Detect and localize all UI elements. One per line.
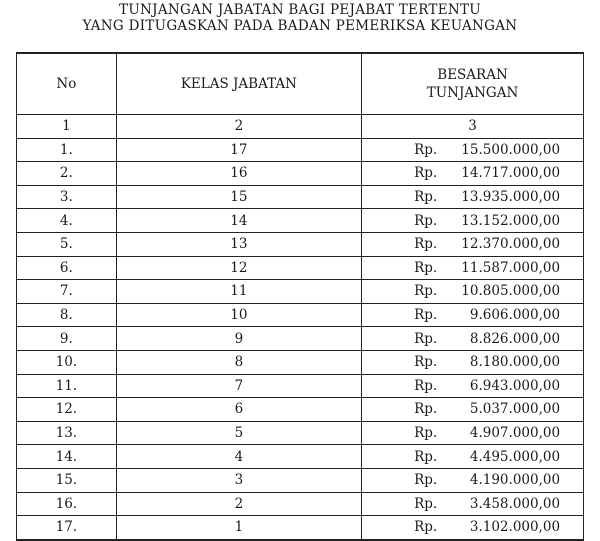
cell-besaran-tunjangan	[362, 398, 584, 422]
cell-no: 2.	[17, 162, 117, 186]
cell-kelas-jabatan: 12	[116, 256, 361, 280]
table-row	[17, 138, 584, 162]
amount: 5.037.000,00	[469, 401, 561, 418]
money-value	[414, 352, 560, 372]
cell-no: 16.	[17, 492, 117, 516]
cell-besaran-tunjangan	[362, 468, 584, 492]
amount: 4.907.000,00	[469, 425, 561, 442]
cell-kelas-jabatan: 17	[116, 138, 361, 162]
amount: 8.826.000,00	[469, 330, 561, 347]
cell-no: 10.	[17, 350, 117, 374]
table-row	[17, 256, 584, 280]
cell-kelas-jabatan: 1	[116, 516, 361, 540]
cell-besaran-tunjangan	[362, 209, 584, 233]
header-besaran-line1: BESARAN	[437, 67, 508, 83]
money-value	[414, 329, 560, 349]
allowance-table	[16, 52, 584, 541]
cell-no: 9.	[17, 327, 117, 351]
money-value	[414, 423, 560, 443]
table-row	[17, 280, 584, 304]
cell-no: 4.	[17, 209, 117, 233]
title-line-2: YANG DITUGASKAN PADA BADAN PEMERIKSA KEUANGAN	[82, 18, 518, 34]
amount: 4.495.000,00	[469, 448, 561, 465]
amount: 3.458.000,00	[469, 495, 561, 512]
cell-no: 1.	[17, 138, 117, 162]
currency-label: Rp.	[414, 165, 438, 182]
cell-kelas-jabatan: 7	[116, 374, 361, 398]
currency-label: Rp.	[414, 472, 438, 489]
table-row	[17, 162, 584, 186]
money-value	[414, 447, 560, 467]
money-value	[414, 494, 560, 514]
amount: 6.943.000,00	[469, 377, 561, 394]
money-value	[414, 234, 560, 254]
table-row	[17, 209, 584, 233]
cell-besaran-tunjangan	[362, 162, 584, 186]
money-value	[414, 187, 560, 207]
title-line-1: TUNJANGAN JABATAN BAGI PEJABAT TERTENTU	[119, 2, 481, 18]
currency-label: Rp.	[414, 425, 438, 442]
cell-no: 7.	[17, 280, 117, 304]
cell-besaran-tunjangan	[362, 516, 584, 540]
cell-kelas-jabatan: 9	[116, 327, 361, 351]
cell-kelas-jabatan: 14	[116, 209, 361, 233]
cell-no: 12.	[17, 398, 117, 422]
cell-kelas-jabatan: 4	[116, 445, 361, 469]
currency-label: Rp.	[414, 377, 438, 394]
money-value	[414, 140, 560, 160]
table-row	[17, 303, 584, 327]
header-besaran-line2: TUNJANGAN	[426, 85, 519, 101]
table-row	[17, 185, 584, 209]
money-value	[414, 517, 560, 537]
cell-kelas-jabatan: 2	[116, 492, 361, 516]
table-row	[17, 350, 584, 374]
header-row	[17, 53, 584, 115]
cell-besaran-tunjangan	[362, 327, 584, 351]
cell-no: 17.	[17, 516, 117, 540]
cell-no: 8.	[17, 303, 117, 327]
money-value	[414, 376, 560, 396]
document-title	[0, 2, 600, 34]
index-cell-2: 2	[116, 115, 361, 139]
cell-no: 5.	[17, 232, 117, 256]
currency-label: Rp.	[414, 189, 438, 206]
amount: 8.180.000,00	[469, 354, 561, 371]
currency-label: Rp.	[414, 519, 438, 536]
currency-label: Rp.	[414, 141, 438, 158]
currency-label: Rp.	[414, 354, 438, 371]
cell-kelas-jabatan: 10	[116, 303, 361, 327]
index-cell-1: 1	[17, 115, 117, 139]
amount: 15.500.000,00	[461, 141, 561, 158]
cell-besaran-tunjangan	[362, 374, 584, 398]
table-row	[17, 327, 584, 351]
header-besaran-tunjangan	[362, 53, 584, 115]
table-row	[17, 374, 584, 398]
cell-no: 3.	[17, 185, 117, 209]
money-value	[414, 399, 560, 419]
currency-label: Rp.	[414, 212, 438, 229]
cell-no: 6.	[17, 256, 117, 280]
table-row	[17, 468, 584, 492]
cell-no: 14.	[17, 445, 117, 469]
cell-kelas-jabatan: 13	[116, 232, 361, 256]
amount: 12.370.000,00	[461, 236, 561, 253]
cell-besaran-tunjangan	[362, 280, 584, 304]
currency-label: Rp.	[414, 307, 438, 324]
cell-kelas-jabatan: 8	[116, 350, 361, 374]
cell-besaran-tunjangan	[362, 138, 584, 162]
table-row	[17, 232, 584, 256]
cell-no: 15.	[17, 468, 117, 492]
amount: 13.152.000,00	[461, 212, 561, 229]
cell-kelas-jabatan: 11	[116, 280, 361, 304]
amount: 9.606.000,00	[469, 307, 561, 324]
cell-besaran-tunjangan	[362, 303, 584, 327]
amount: 13.935.000,00	[461, 189, 561, 206]
currency-label: Rp.	[414, 448, 438, 465]
currency-label: Rp.	[414, 283, 438, 300]
amount: 14.717.000,00	[461, 165, 561, 182]
cell-kelas-jabatan: 5	[116, 421, 361, 445]
header-kelas-jabatan: KELAS JABATAN	[116, 53, 361, 115]
cell-kelas-jabatan: 16	[116, 162, 361, 186]
cell-no: 13.	[17, 421, 117, 445]
currency-label: Rp.	[414, 236, 438, 253]
money-value	[414, 163, 560, 183]
cell-kelas-jabatan: 15	[116, 185, 361, 209]
table-row	[17, 398, 584, 422]
cell-besaran-tunjangan	[362, 445, 584, 469]
currency-label: Rp.	[414, 330, 438, 347]
cell-besaran-tunjangan	[362, 492, 584, 516]
currency-label: Rp.	[414, 259, 438, 276]
column-index-row	[17, 115, 584, 139]
index-cell-3: 3	[362, 115, 584, 139]
cell-besaran-tunjangan	[362, 256, 584, 280]
table-row	[17, 516, 584, 540]
amount: 10.805.000,00	[461, 283, 561, 300]
currency-label: Rp.	[414, 401, 438, 418]
currency-label: Rp.	[414, 495, 438, 512]
cell-kelas-jabatan: 6	[116, 398, 361, 422]
money-value	[414, 258, 560, 278]
money-value	[414, 281, 560, 301]
money-value	[414, 305, 560, 325]
cell-besaran-tunjangan	[362, 421, 584, 445]
amount: 3.102.000,00	[469, 519, 561, 536]
table-row	[17, 421, 584, 445]
amount: 11.587.000,00	[461, 259, 561, 276]
table-row	[17, 445, 584, 469]
header-no: No	[17, 53, 117, 115]
cell-no: 11.	[17, 374, 117, 398]
money-value	[414, 211, 560, 231]
cell-kelas-jabatan: 3	[116, 468, 361, 492]
cell-besaran-tunjangan	[362, 350, 584, 374]
amount: 4.190.000,00	[469, 472, 561, 489]
cell-besaran-tunjangan	[362, 232, 584, 256]
cell-besaran-tunjangan	[362, 185, 584, 209]
table-row	[17, 492, 584, 516]
money-value	[414, 470, 560, 490]
